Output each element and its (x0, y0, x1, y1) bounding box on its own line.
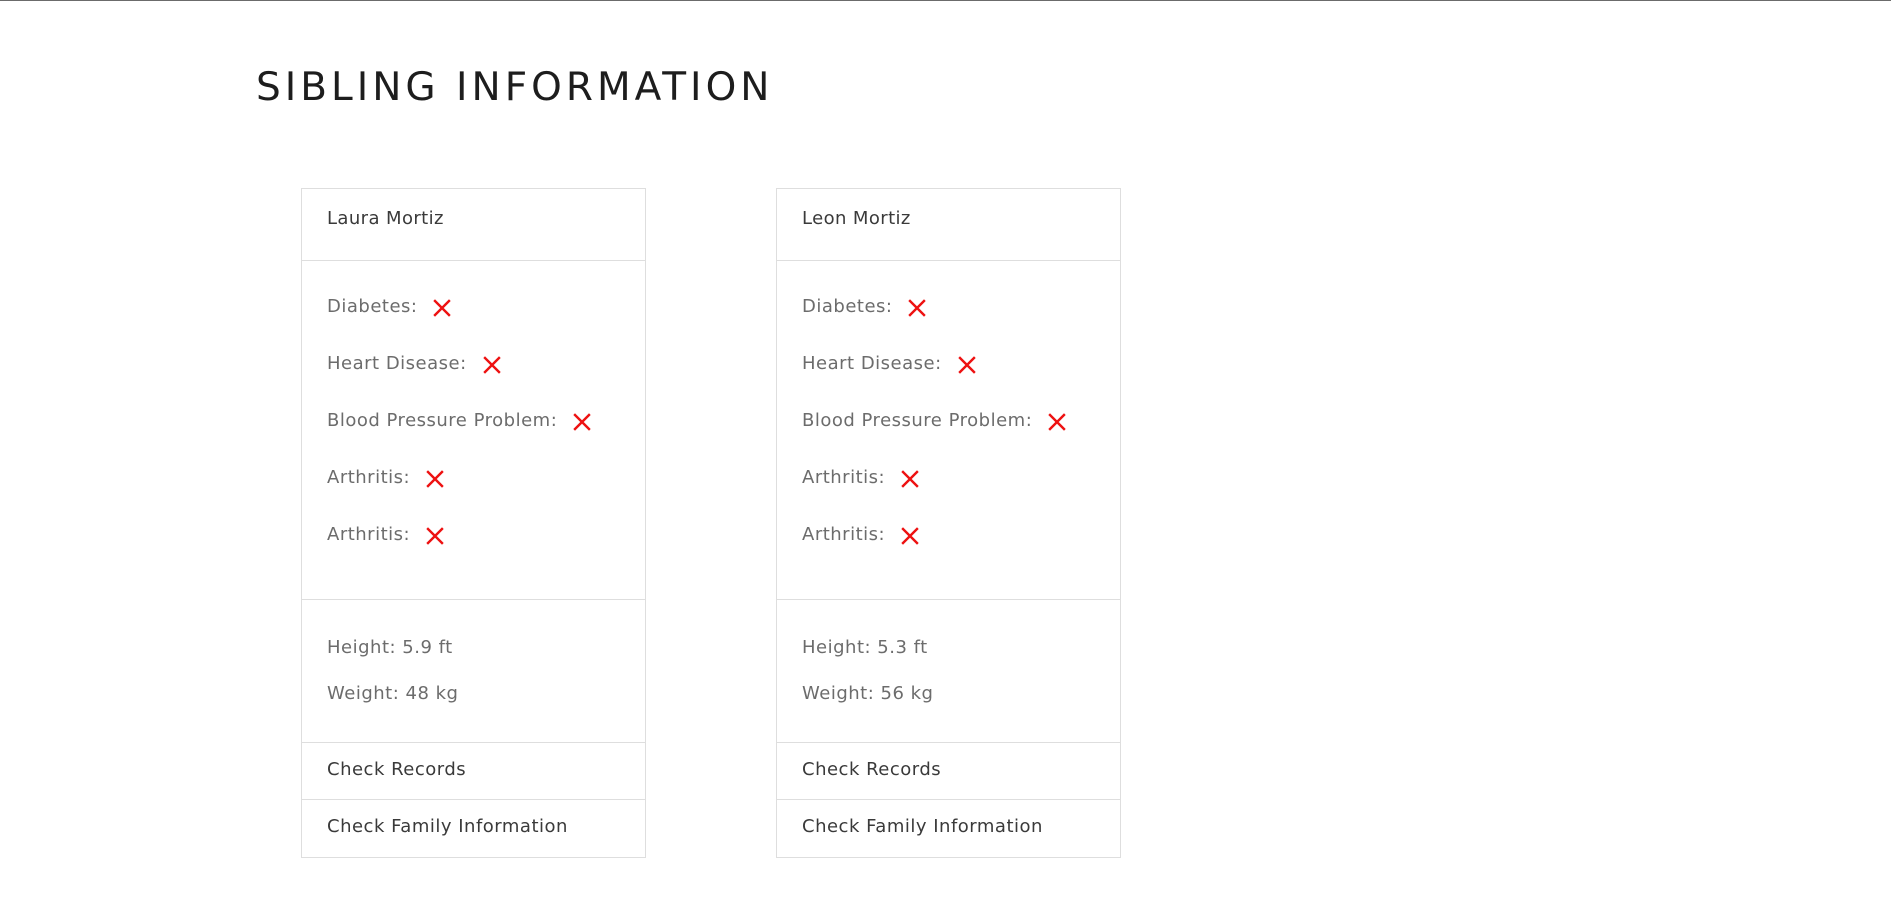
check-records-link[interactable]: Check Records (302, 743, 645, 800)
condition-label: Diabetes: (802, 296, 893, 317)
condition-row (802, 409, 1120, 466)
condition-label: Arthritis: (327, 467, 411, 488)
condition-row (327, 352, 645, 409)
condition-label: Heart Disease: (327, 353, 467, 374)
condition-label: Diabetes: (327, 296, 418, 317)
x-icon (958, 356, 976, 374)
sibling-card (301, 188, 646, 858)
weight-value: Weight: 48 kg (327, 683, 459, 704)
measurements (302, 600, 645, 743)
measurements (777, 600, 1120, 743)
page-title: SIBLING INFORMATION (256, 65, 774, 110)
sibling-name: Laura Mortiz (302, 189, 645, 261)
x-icon (426, 527, 444, 545)
weight-value: Weight: 56 kg (802, 683, 934, 704)
x-icon (908, 299, 926, 317)
sibling-card (776, 188, 1121, 858)
condition-row (327, 466, 645, 523)
x-icon (433, 299, 451, 317)
condition-label: Arthritis: (802, 467, 886, 488)
condition-row (327, 295, 645, 352)
condition-row (802, 352, 1120, 409)
sibling-name: Leon Mortiz (777, 189, 1120, 261)
condition-label: Heart Disease: (802, 353, 942, 374)
top-divider (0, 0, 1891, 1)
check-family-information-link[interactable]: Check Family Information (802, 816, 1043, 837)
x-icon (901, 527, 919, 545)
check-records-link[interactable]: Check Records (777, 743, 1120, 800)
height-value: Height: 5.3 ft (802, 637, 928, 658)
condition-row (802, 466, 1120, 523)
conditions-list (302, 261, 645, 600)
condition-row (802, 523, 1120, 580)
condition-row (327, 523, 645, 580)
check-family-information-link[interactable]: Check Family Information (327, 816, 568, 837)
condition-row (802, 295, 1120, 352)
condition-row (327, 409, 645, 466)
x-icon (426, 470, 444, 488)
x-icon (901, 470, 919, 488)
x-icon (1048, 413, 1066, 431)
condition-label: Arthritis: (802, 524, 886, 545)
conditions-list (777, 261, 1120, 600)
x-icon (483, 356, 501, 374)
condition-label: Blood Pressure Problem: (802, 410, 1033, 431)
condition-label: Arthritis: (327, 524, 411, 545)
condition-label: Blood Pressure Problem: (327, 410, 558, 431)
height-value: Height: 5.9 ft (327, 637, 453, 658)
x-icon (573, 413, 591, 431)
